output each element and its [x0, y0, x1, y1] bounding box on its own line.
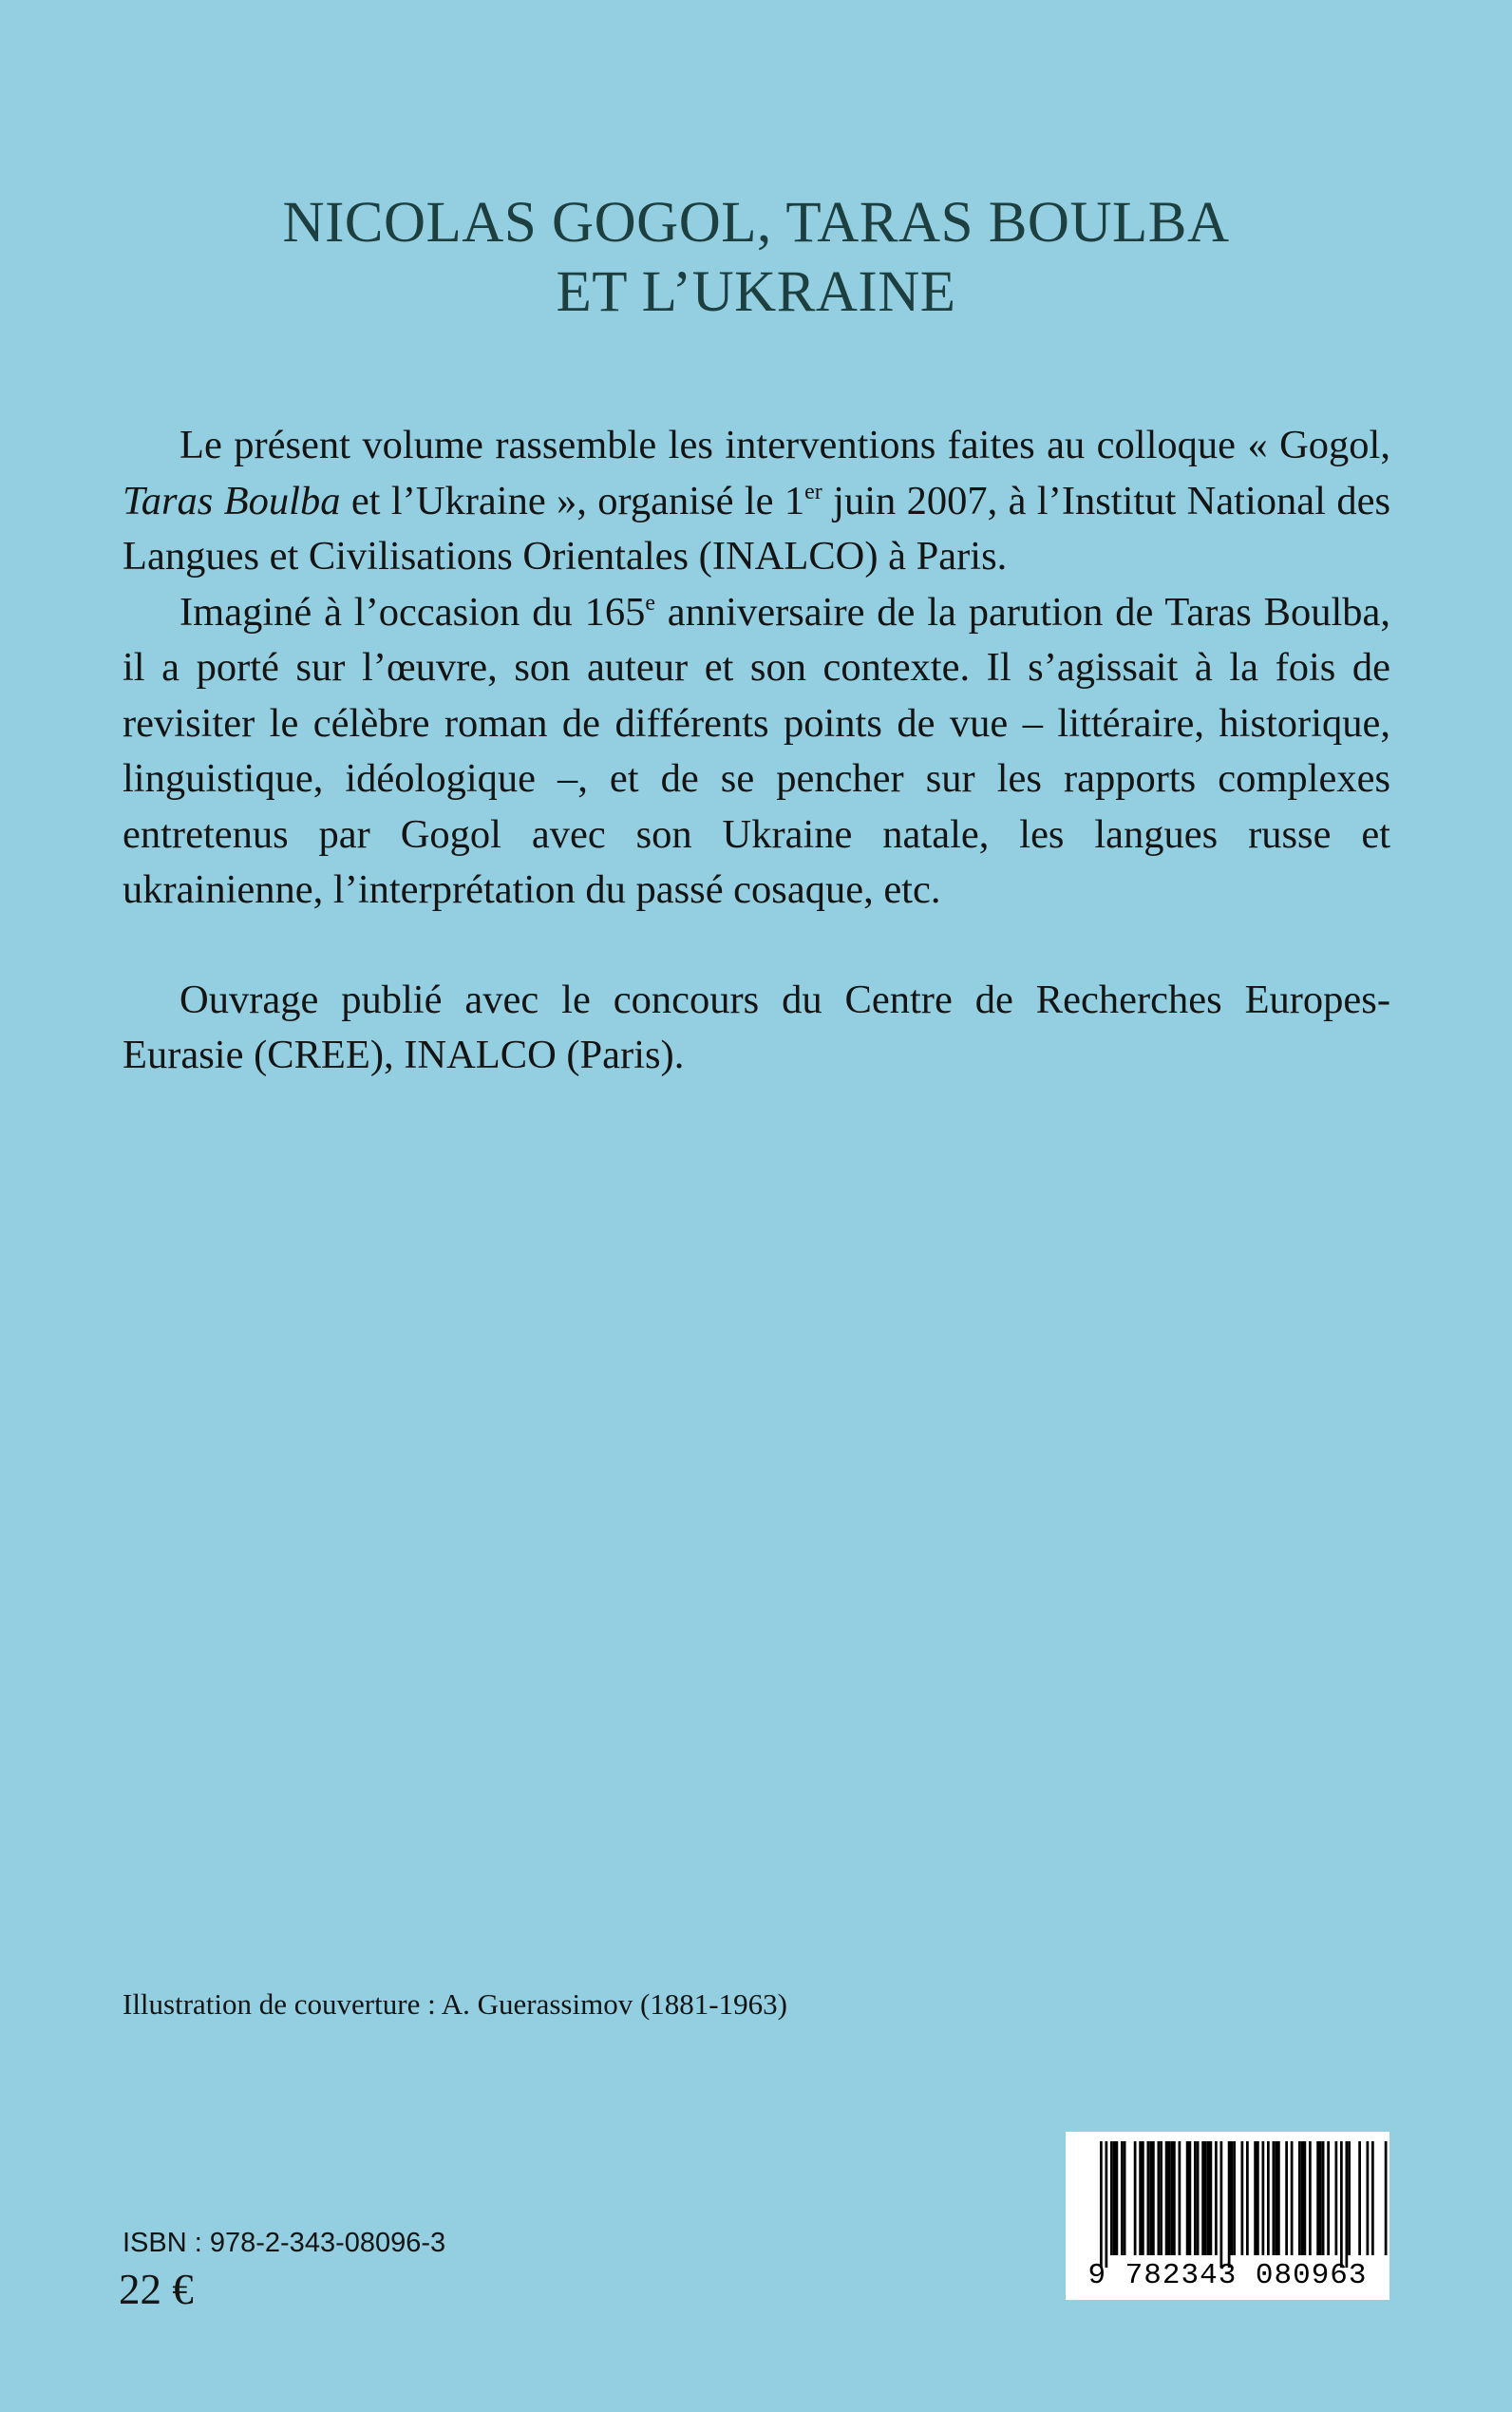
barcode-bar — [1158, 2141, 1161, 2255]
barcode-bar — [1147, 2141, 1150, 2255]
barcode-bar — [1340, 2141, 1343, 2268]
barcode-bar — [1358, 2141, 1361, 2255]
barcode-bar — [1257, 2141, 1259, 2255]
barcode-bar — [1254, 2141, 1257, 2255]
barcode-bar — [1241, 2141, 1244, 2255]
barcode-bar — [1165, 2141, 1168, 2255]
barcode-bar — [1152, 2141, 1155, 2255]
title-line-1: NICOLAS GOGOL, TARAS BOULBA — [282, 191, 1230, 255]
barcode-bar — [1100, 2141, 1103, 2268]
barcode-bar — [1189, 2141, 1192, 2255]
barcode-bar — [1149, 2141, 1152, 2255]
italic-title: Taras Boulba — [123, 478, 341, 523]
barcode-bar — [1231, 2141, 1234, 2255]
superscript-er: er — [804, 479, 822, 504]
book-title — [0, 188, 1512, 327]
barcode-bar — [1346, 2141, 1349, 2268]
barcode-bar — [1201, 2141, 1204, 2255]
paragraph-publication: Ouvrage publié avec le concours du Centre de Recherches Europes-Eurasie (CREE), INALCO (Paris). — [123, 977, 1390, 1077]
barcode-bar — [1233, 2141, 1236, 2255]
isbn-number: ISBN : 978-2-343-08096-3 — [123, 2228, 446, 2258]
barcode-bar — [1367, 2141, 1370, 2255]
barcode-bar — [1385, 2141, 1388, 2255]
barcode-bar — [1301, 2141, 1304, 2255]
barcode-bar — [1113, 2141, 1116, 2255]
barcode-bar — [1139, 2141, 1142, 2255]
barcode-bar — [1210, 2141, 1213, 2255]
barcode-digits: 9 782343 080963 — [1087, 2259, 1368, 2292]
barcode-bar — [1124, 2141, 1126, 2255]
barcode-bar — [1273, 2141, 1276, 2255]
barcode-bar — [1207, 2141, 1210, 2255]
barcode-bar — [1277, 2141, 1280, 2255]
barcode-bar — [1197, 2141, 1200, 2255]
barcode-bar — [1304, 2141, 1307, 2255]
barcode-bar — [1186, 2141, 1189, 2255]
barcode-bar — [1309, 2141, 1312, 2255]
barcode-bar — [1275, 2141, 1277, 2255]
barcode-bar — [1116, 2141, 1119, 2255]
barcode-bar — [1134, 2141, 1137, 2255]
isbn-barcode — [1066, 2132, 1389, 2300]
barcode-bar — [1285, 2141, 1288, 2255]
barcode-bar — [1194, 2141, 1197, 2255]
barcode-bar — [1168, 2141, 1171, 2255]
barcode-bar — [1316, 2141, 1319, 2255]
barcode-bar — [1110, 2141, 1113, 2255]
barcode-bar — [1327, 2141, 1330, 2255]
barcode-bar — [1142, 2141, 1144, 2255]
barcode-bar — [1371, 2141, 1374, 2255]
barcode-bar — [1215, 2141, 1218, 2255]
paragraph-anniversaire: Imaginé à l’occasion du 165e anniversaire de la parution de Taras Boulba, il a porté sur l’œuvre, son auteur et son contexte. Il s’agissait à la fois de revisiter le célèbre roman de différents points de vue – littéraire, historique, linguistique, idéologique –, et de se pencher sur les rapports complexes entretenus par Gogol avec son Ukraine natale, les langues russe et ukrainienne, l’interprétation du passé cosaque, etc. — [123, 589, 1391, 912]
barcode-bar — [1319, 2141, 1322, 2255]
superscript-e: e — [645, 590, 655, 616]
barcode-bar — [1348, 2141, 1351, 2255]
barcode-bar — [1298, 2141, 1301, 2255]
barcode-bar — [1204, 2141, 1207, 2255]
barcode-bar — [1170, 2141, 1173, 2255]
barcode-bar — [1220, 2141, 1223, 2268]
title-line-2: ET L’UKRAINE — [556, 260, 956, 324]
barcode-bar — [1322, 2141, 1325, 2255]
illustration-credit: Illustration de couverture : A. Guerassimov (1881-1963) — [123, 1987, 787, 2021]
barcode-bar — [1335, 2141, 1338, 2255]
back-cover-blurb — [123, 418, 1390, 1084]
price: 22 € — [119, 2266, 194, 2313]
barcode-bar — [1291, 2141, 1294, 2255]
barcode-bar — [1262, 2141, 1265, 2255]
barcode-bar — [1246, 2141, 1249, 2255]
barcode-bar — [1160, 2141, 1162, 2255]
barcode-bar — [1121, 2141, 1124, 2255]
barcode-bar — [1228, 2141, 1231, 2268]
barcode-bar — [1173, 2141, 1176, 2255]
paragraph-colloque: Le présent volume rassemble les interventions faites au colloque « Gogol, Taras Boulba et l’Ukraine », organisé le 1er juin 2007, à l’Institut National des Langues et Civilisations Orientales (INALCO) à Paris. — [123, 423, 1390, 579]
barcode-bar — [1179, 2141, 1181, 2255]
barcode-bar — [1106, 2141, 1108, 2268]
barcode-bar — [1267, 2141, 1270, 2255]
